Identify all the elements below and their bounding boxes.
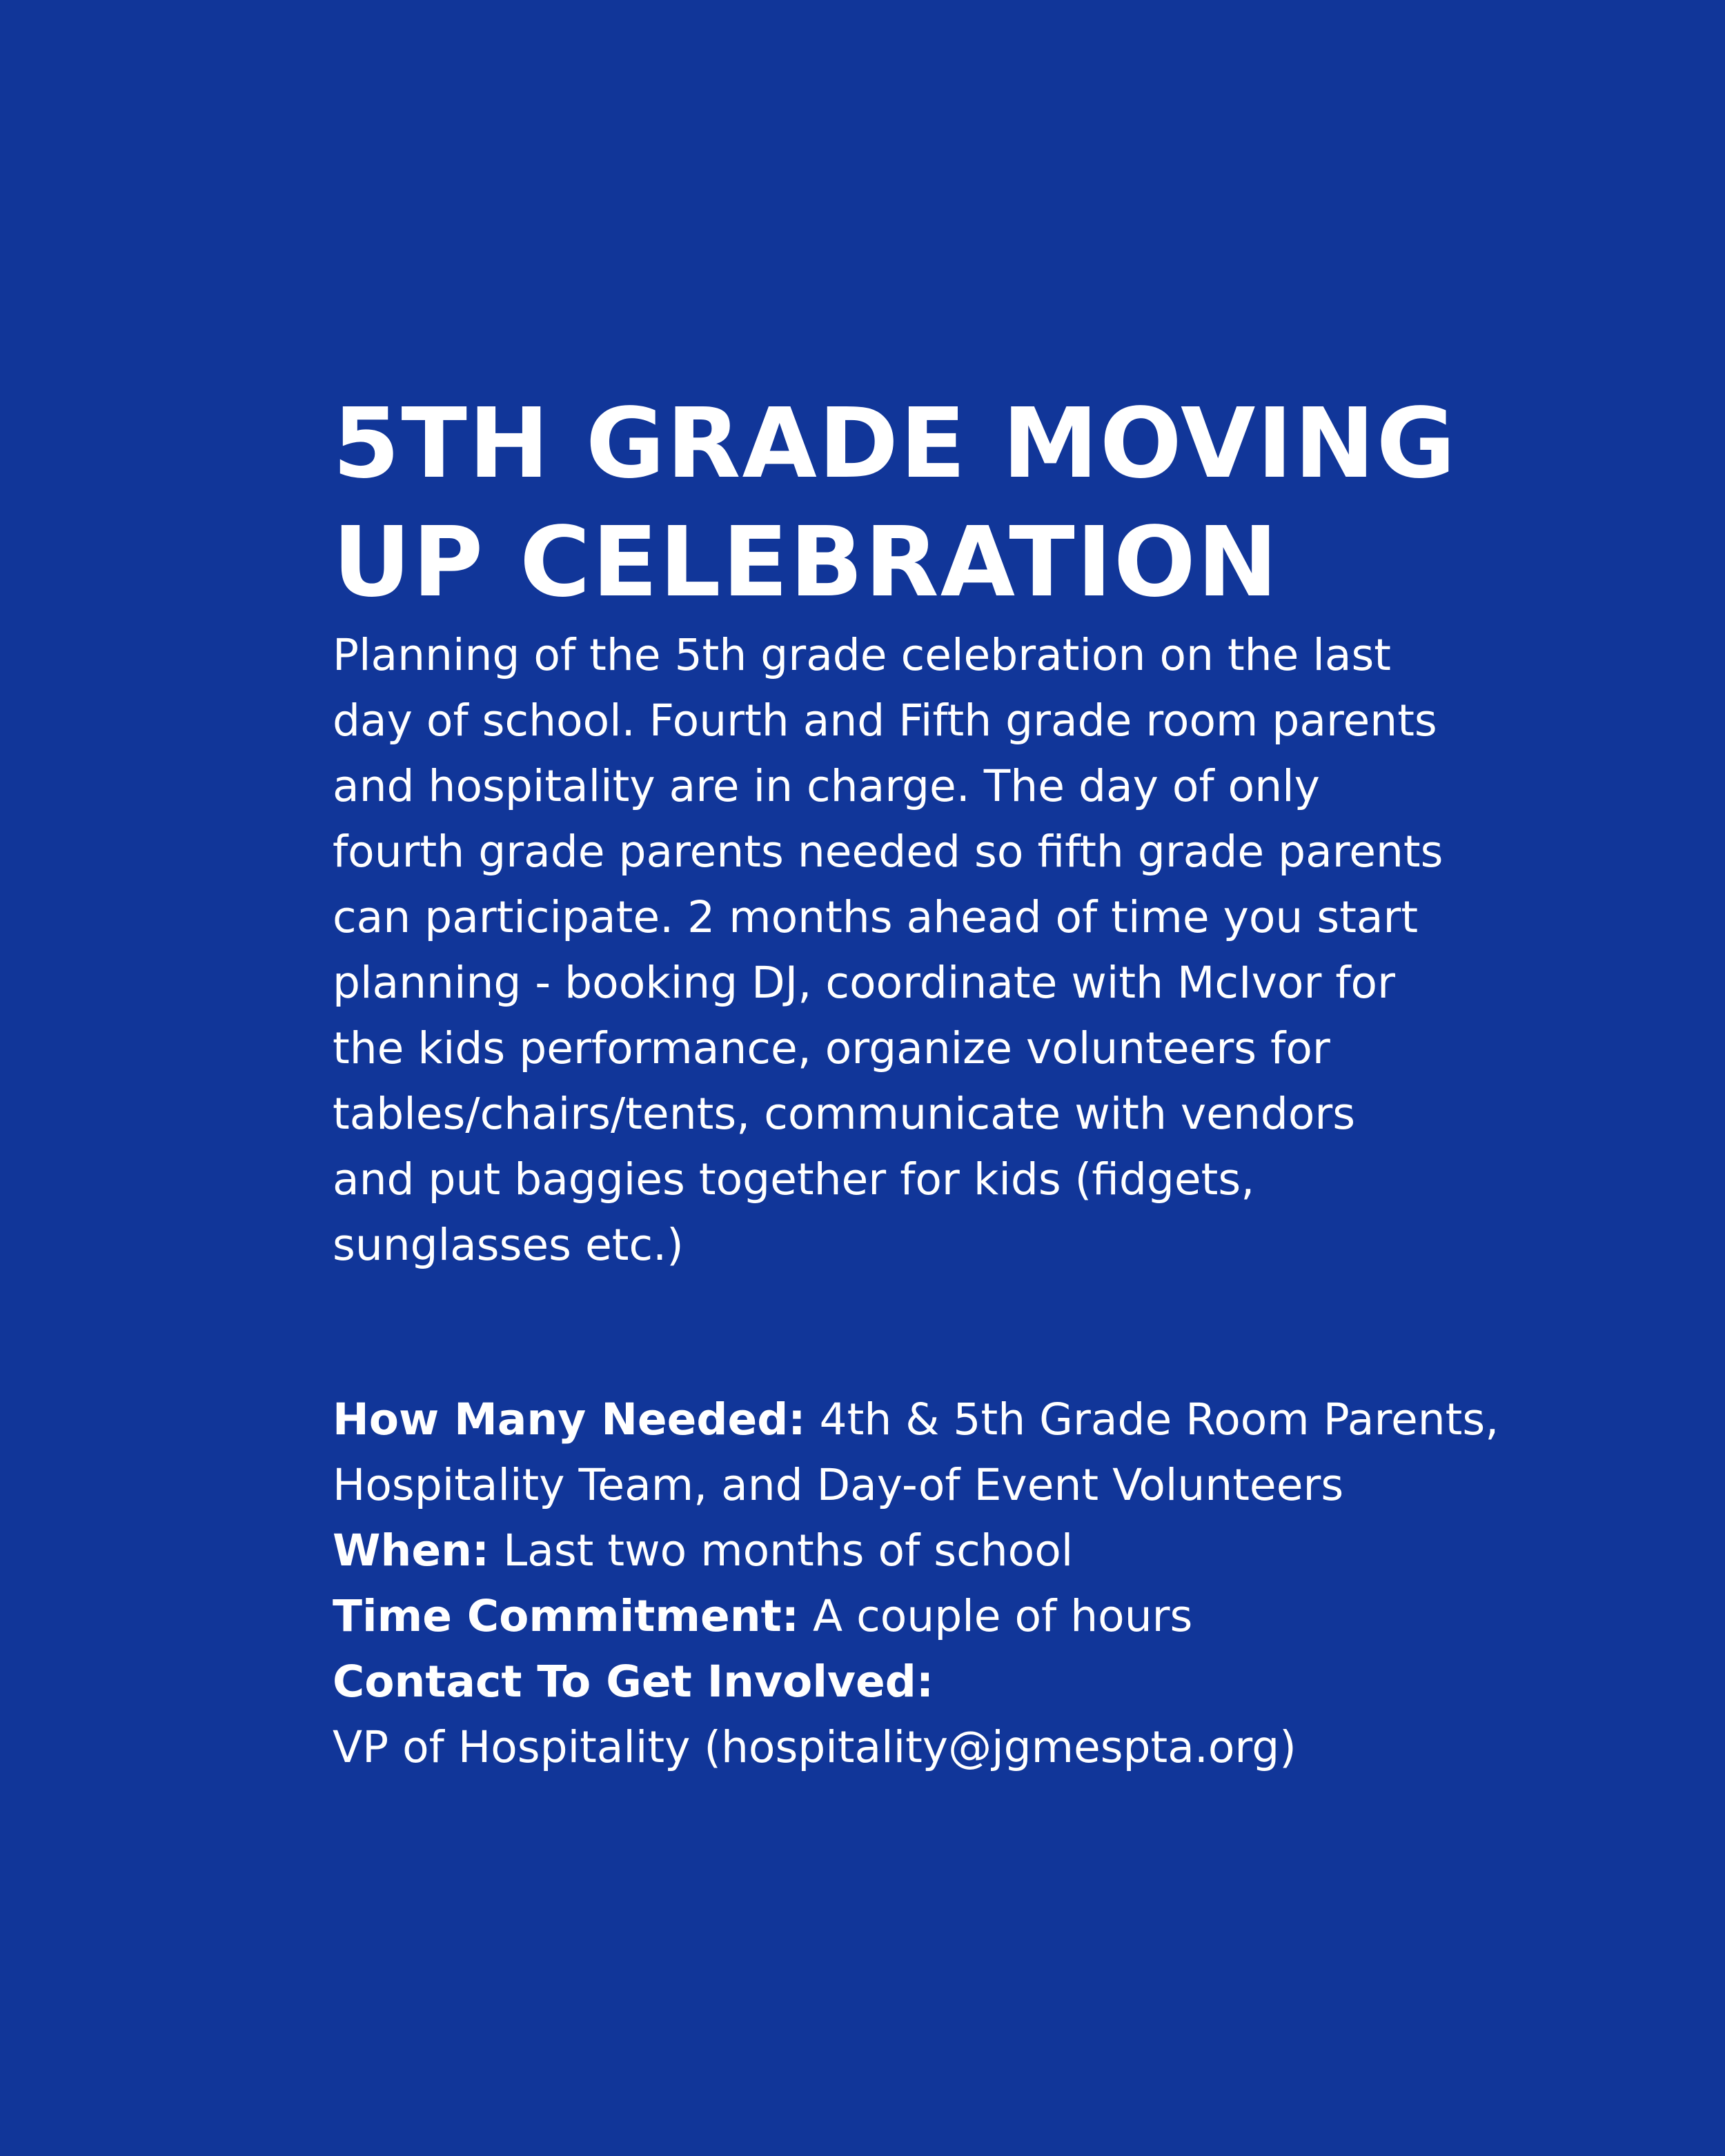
how-many-needed-label: How Many Needed: (333, 1394, 806, 1445)
description-line: the kids performance, organize volunteers for (333, 1023, 1330, 1074)
contact-label: Contact To Get Involved: (333, 1656, 934, 1707)
description-line: sunglasses etc.) (333, 1220, 684, 1270)
role-description (333, 622, 1547, 1278)
contact-row (333, 1649, 1547, 1714)
time-commitment-row (333, 1583, 1547, 1649)
how-many-needed-row (333, 1387, 1547, 1452)
role-details (333, 1387, 1547, 1780)
description-line: day of school. Fourth and Fifth grade room parents (333, 695, 1437, 746)
when-value: Last two months of school (503, 1525, 1074, 1576)
description-line: can participate. 2 months ahead of time you start (333, 892, 1419, 942)
when-row (333, 1518, 1547, 1583)
how-many-needed-row-continued (333, 1452, 1547, 1518)
time-commitment-label: Time Commitment: (333, 1591, 799, 1641)
description-line: fourth grade parents needed so fifth grade parents (333, 827, 1443, 877)
contact-value-row (333, 1714, 1547, 1780)
time-commitment-value: A couple of hours (812, 1591, 1193, 1641)
contact-value: VP of Hospitality (hospitality@jgmespta.org) (333, 1722, 1297, 1772)
description-line: planning - booking DJ, coordinate with McIvor for (333, 958, 1395, 1008)
title-line-2: UP CELEBRATION (333, 506, 1280, 619)
when-label: When: (333, 1525, 490, 1576)
how-many-needed-value: 4th & 5th Grade Room Parents, (819, 1394, 1499, 1445)
how-many-needed-value-continued: Hospitality Team, and Day-of Event Volunteers (333, 1460, 1344, 1510)
description-line: and put baggies together for kids (fidgets, (333, 1154, 1255, 1205)
description-line: Planning of the 5th grade celebration on the last (333, 630, 1391, 680)
description-line: and hospitality are in charge. The day of only (333, 761, 1320, 811)
description-line: tables/chairs/tents, communicate with vendors (333, 1089, 1356, 1139)
page-title (333, 385, 1547, 622)
title-line-1: 5TH GRADE MOVING (333, 388, 1457, 500)
card-content (333, 385, 1547, 1780)
